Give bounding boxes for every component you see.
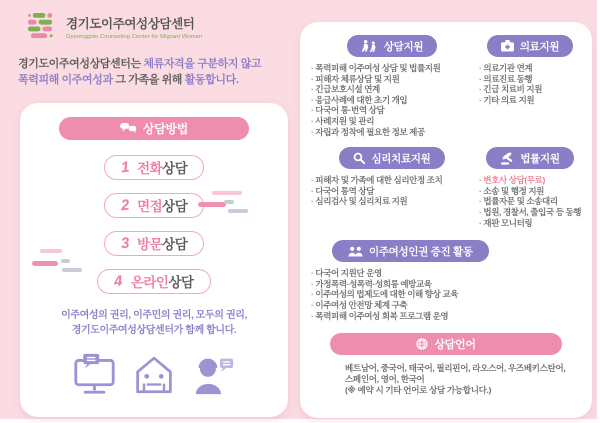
list-item: · 피해자 체류상담 및 지원 — [311, 74, 476, 85]
intro-highlight-3: 활동합니다. — [184, 74, 239, 86]
list-item: · 사례지원 및 관리 — [311, 116, 476, 127]
list-item: · 다국어 통역 상담 — [311, 186, 476, 197]
method-list — [20, 155, 288, 294]
method-number: 3 — [119, 234, 130, 253]
people-busts-icon — [348, 246, 363, 257]
rights-line-1: 이주여성의 권리, 이주민의 권리, 모두의 권리, — [61, 310, 247, 321]
intro-highlight-2: 폭력피해 이주여성과 — [18, 74, 113, 86]
counseling-support-list — [311, 63, 476, 137]
first-aid-icon — [501, 40, 514, 52]
language-title: 상담언어 — [434, 339, 476, 352]
people-walking-icon — [361, 40, 378, 52]
section-legal-support — [476, 147, 584, 228]
list-item: · 자립과 정착에 필요한 정보 제공 — [311, 127, 476, 138]
language-line-2: 스페인어, 영어, 한국어 — [345, 374, 425, 385]
house-shelter-icon — [134, 354, 174, 400]
human-rights-list — [311, 268, 458, 321]
list-item: · 심리검사 및 심리치료 지원 — [311, 196, 476, 207]
method-suffix: 상담 — [162, 161, 188, 176]
list-item: · 폭력피해 이주여성 회복 프로그램 운영 — [311, 311, 458, 322]
list-item: · 다국어 지원단 운영 — [311, 268, 458, 279]
method-suffix: 상담 — [168, 275, 194, 290]
decor-dash — [198, 202, 226, 207]
decor-dash — [61, 259, 70, 263]
method-number: 4 — [113, 272, 124, 291]
support-programs-card — [300, 22, 592, 418]
human-rights-header — [332, 240, 489, 262]
method-item-visit — [104, 231, 205, 256]
section-psychological-support — [308, 147, 476, 228]
chat-bubbles-icon — [120, 123, 137, 134]
medical-support-list — [479, 63, 584, 105]
section-human-rights — [308, 240, 584, 321]
footer-icons — [20, 352, 288, 400]
section-row-2 — [308, 147, 584, 228]
intro-dark-1: 경기도이주여성상담센터는 — [18, 58, 144, 70]
list-item-highlighted: · 변호사 상담(무료) — [479, 175, 584, 186]
language-note: (※ 예약 시 기타 언어로 상담 가능합니다.) — [345, 385, 492, 396]
section-title: 법률지원 — [520, 152, 560, 165]
psychological-support-list — [311, 175, 476, 207]
list-item: · 이주여성의 법제도에 대한 이해 향상 교육 — [311, 289, 458, 300]
decor-dash — [40, 249, 62, 253]
list-item: · 긴급보호시설 연계 — [311, 84, 476, 95]
list-item: · 폭력피해 이주여성 상담 및 법률지원 — [311, 63, 476, 74]
legal-support-list — [479, 175, 584, 228]
psychological-support-header — [339, 147, 444, 169]
logo-text — [66, 11, 202, 40]
list-item: · 가정폭력·성폭력·성희롱 예방교육 — [311, 279, 458, 290]
list-item: · 소송 및 행정 지원 — [479, 186, 584, 197]
section-title: 상담지원 — [383, 40, 424, 53]
decor-dash — [62, 268, 82, 272]
list-item: · 재판 모니터링 — [479, 218, 584, 229]
list-item: · 응급사례에 대한 초기 개입 — [311, 95, 476, 106]
decor-dash — [228, 209, 248, 213]
logo-icon — [26, 11, 57, 42]
rights-statement — [20, 308, 288, 338]
counseling-method-card — [20, 103, 288, 417]
list-item: · 긴급 치료비 지원 — [479, 84, 584, 95]
section-title: 심리치료지원 — [371, 152, 431, 165]
method-item-interview — [104, 193, 205, 218]
center-name-english: Gyeonggido Counseling Center for Migrant Women — [66, 34, 203, 40]
method-name: 면접 — [137, 199, 163, 214]
gavel-icon — [500, 152, 514, 165]
globe-icon — [416, 338, 428, 350]
magnifier-icon — [353, 152, 365, 164]
section-title: 의료지원 — [519, 40, 560, 53]
decor-dash — [32, 261, 58, 266]
section-row-1 — [308, 35, 584, 137]
method-number: 2 — [119, 196, 130, 215]
list-item: · 이주여성 안전망 체계 구축 — [311, 300, 458, 311]
method-item-phone — [104, 155, 205, 180]
decor-dash — [224, 200, 234, 204]
method-name: 방문 — [137, 237, 163, 252]
section-counseling-support — [308, 35, 476, 137]
list-item: · 법률자문 및 소송대리 — [479, 196, 584, 207]
language-line-1: 베트남어, 중국어, 태국어, 필리핀어, 라오스어, 우즈베키스탄어, — [345, 363, 566, 374]
rights-line-2: 경기도이주여성상담센터가 함께 합니다. — [71, 325, 237, 336]
counseling-support-header — [347, 35, 437, 57]
list-item: · 피해자 및 가족에 대한 심리안정 조치 — [311, 175, 476, 186]
legal-support-header — [486, 147, 573, 169]
counseling-method-title: 상담방법 — [142, 122, 189, 136]
intro-dark-2: 그 가족을 위해 — [112, 74, 185, 86]
list-item: · 의료진료 동행 — [479, 74, 584, 85]
decor-dash — [212, 191, 242, 195]
method-item-online — [97, 269, 210, 294]
method-number: 1 — [119, 158, 130, 177]
monitor-chat-icon — [73, 352, 116, 400]
method-name: 전화 — [137, 161, 163, 176]
method-suffix: 상담 — [162, 199, 188, 214]
method-name: 온라인 — [130, 275, 169, 290]
medical-support-header — [487, 35, 573, 57]
method-suffix: 상담 — [162, 237, 188, 252]
language-list — [345, 363, 584, 396]
list-item: · 기타 의료 지원 — [479, 95, 584, 106]
counseling-method-header — [59, 117, 249, 140]
person-headset-icon — [192, 354, 235, 400]
list-item: · 법원, 경찰서, 출입국 등 동행 — [479, 207, 584, 218]
center-name: 경기도이주여성상담센터 — [66, 17, 195, 31]
logo — [26, 11, 202, 42]
section-medical-support — [476, 35, 584, 137]
intro-statement — [18, 56, 261, 88]
list-item: · 다국어 통·번역 상담 — [311, 105, 476, 116]
intro-highlight-1: 체류자격을 구분하지 않고 — [143, 58, 262, 70]
language-header — [330, 333, 562, 355]
section-title: 이주여성인권 증진 활동 — [369, 245, 473, 258]
list-item: · 의료기관 연계 — [479, 63, 584, 74]
